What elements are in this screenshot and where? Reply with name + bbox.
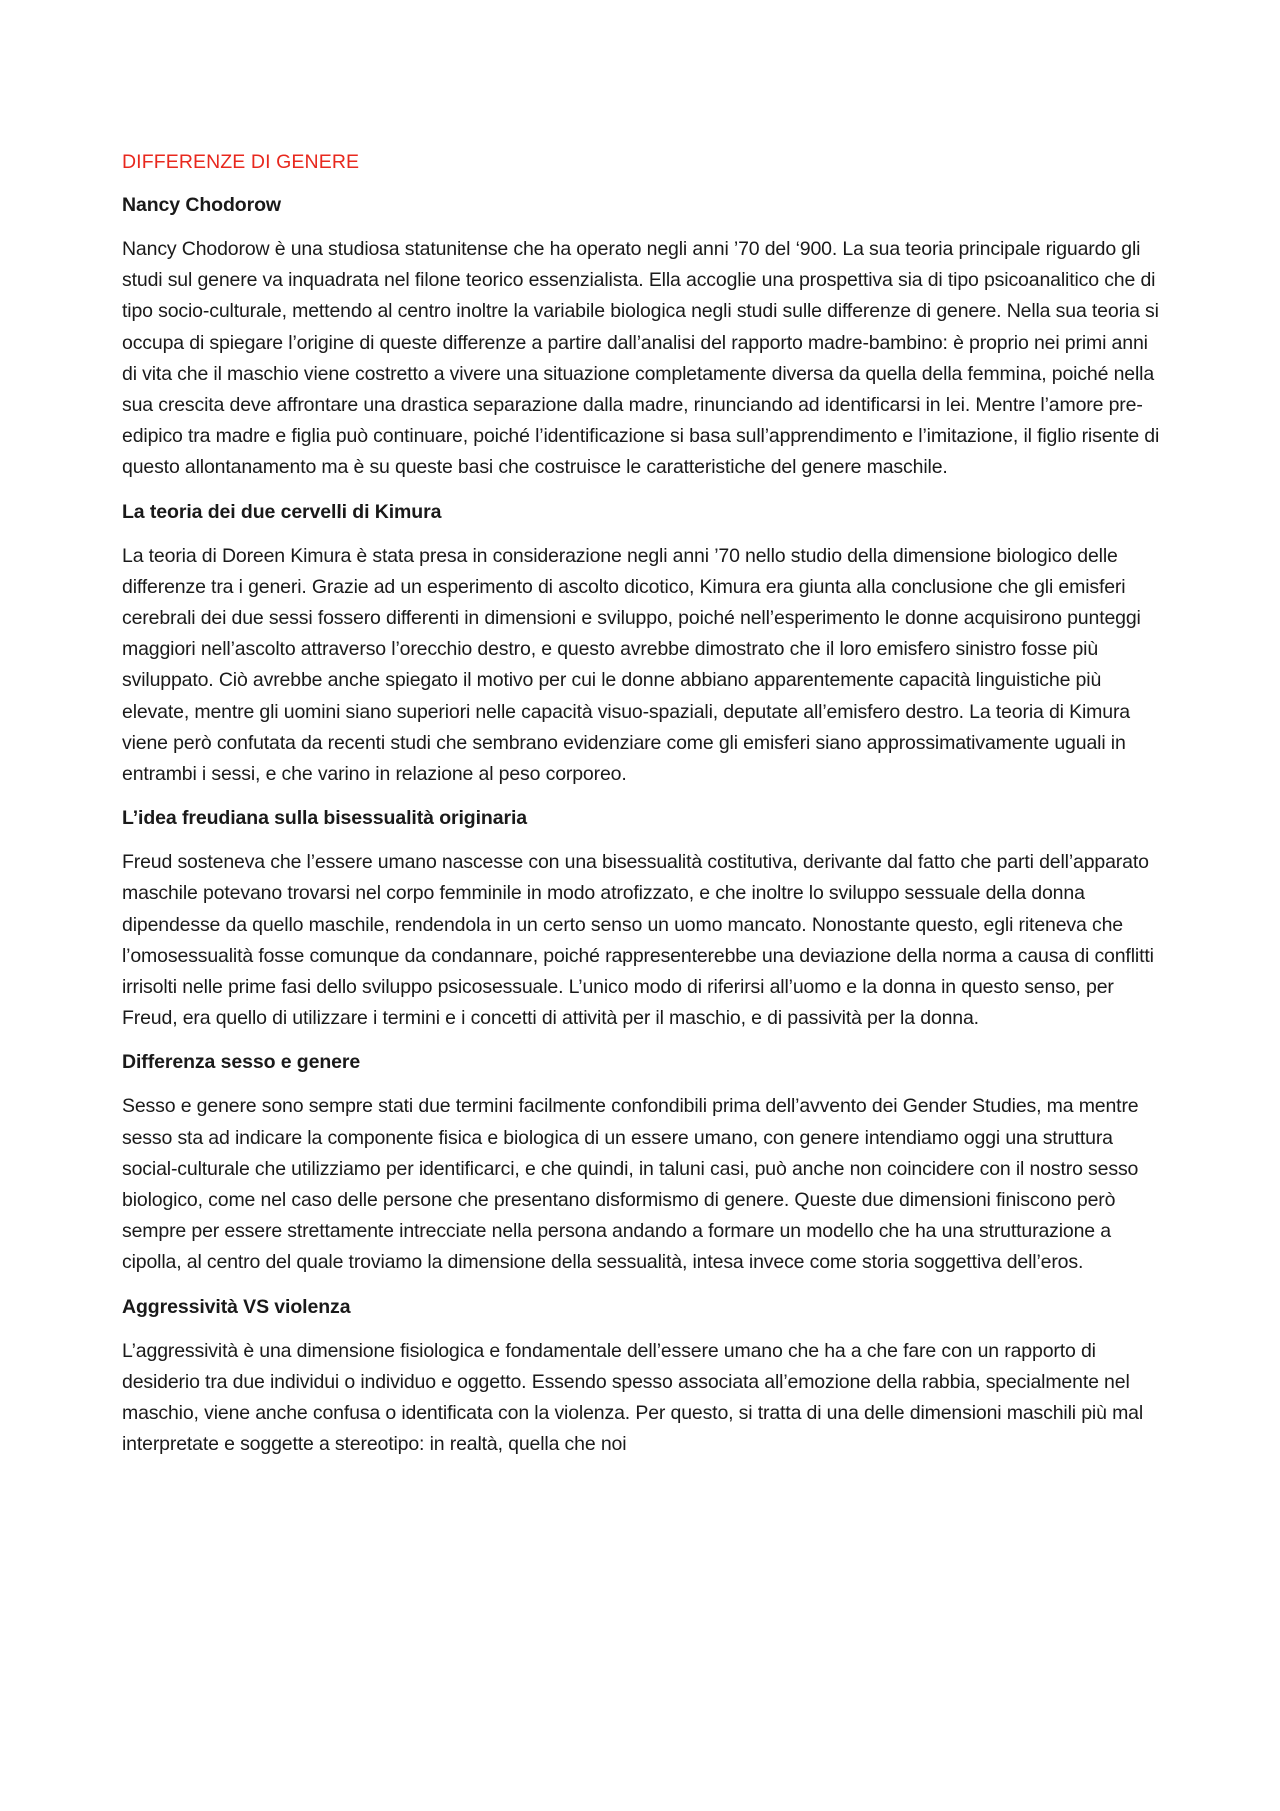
section-kimura-theory — [122, 500, 1167, 791]
section-paragraph: La teoria di Doreen Kimura è stata presa in considerazione negli anni ’70 nello studio della dimensione biologico delle differenze tra i generi. Grazie ad un esperimento di ascolto dicotico, Kimura era giunta alla conclusione che gli emisferi cerebrali dei due sessi fossero differenti in dimensioni e sviluppo, poiché nell’esperimento le donne acquisirono punteggi maggiori nell’ascolto attraverso l’orecchio destro, e questo avrebbe dimostrato che il loro emisfero sinistro fosse più sviluppato. Ciò avrebbe anche spiegato il motivo per cui le donne abbiano apparentemente capacità linguistiche più elevate, mentre gli uomini siano superiori nelle capacità visuo-spaziali, deputate all’emisfero destro. La teoria di Kimura viene però confutata da recenti studi che sembrano evidenziare come gli emisferi siano approssimativamente uguali in entrambi i sessi, e che varino in relazione al peso corporeo. — [122, 544, 1141, 786]
section-heading: L’idea freudiana sulla bisessualità originaria — [122, 807, 528, 830]
section-nancy-chodorow — [122, 193, 1167, 484]
document-title: DIFFERENZE DI GENERE — [122, 151, 360, 173]
section-heading: La teoria dei due cervelli di Kimura — [122, 500, 442, 523]
section-heading: Nancy Chodorow — [122, 194, 281, 216]
section-paragraph: L’aggressività è una dimensione fisiologica e fondamentale dell’essere umano che ha a che fare con un rapporto di desiderio tra due individui o individuo e oggetto. Essendo spesso associata all’emozione della rabbia, specialmente nel maschio, viene anche confusa o identificata con la violenza. Per questo, si tratta di una delle dimensioni maschili più mal interpretate e soggette a stereotipo: in realtà, quella che noi — [122, 1339, 1144, 1456]
section-freud-bisexuality — [122, 806, 1167, 1034]
section-paragraph: Sesso e genere sono sempre stati due termini facilmente confondibili prima dell’avvento dei Gender Studies, ma mentre sesso sta ad indicare la componente fisica e biologica di un essere umano, con genere intendiamo oggi una struttura social-culturale che utilizziamo per identificarci, e che quindi, in taluni casi, può anche non coincidere con il nostro sesso biologico, come nel caso delle persone che presentano disformismo di genere. Queste due dimensioni finiscono però sempre per essere strettamente intrecciate nella persona andando a formare un modello che ha una strutturazione a cipolla, al centro del quale troviamo la dimensione della sessualità, intesa invece come storia soggettiva dell’eros. — [122, 1095, 1139, 1274]
section-heading: Aggressività VS violenza — [122, 1295, 351, 1318]
section-paragraph: Freud sosteneva che l’essere umano nascesse con una bisessualità costitutiva, derivante dal fatto che parti dell’apparato maschile potevano trovarsi nel corpo femminile in modo atrofizzato, e che inoltre lo sviluppo sessuale della donna dipendesse da quello maschile, rendendola in un certo senso un uomo mancato. Nonostante questo, egli riteneva che l’omosessualità fosse comunque da condannare, poiché rappresenterebbe una deviazione della norma a causa di conflitti irrisolti nelle prime fasi dello sviluppo psicosessuale. L’unico modo di riferirsi all’uomo e la donna in questo senso, per Freud, era quello di utilizzare i termini e i concetti di attività per il maschio, e di passività per la donna. — [122, 851, 1154, 1030]
document-page — [122, 150, 1167, 1461]
section-aggression-violence — [122, 1295, 1167, 1461]
section-sex-gender — [122, 1050, 1167, 1278]
section-heading: Differenza sesso e genere — [122, 1051, 361, 1074]
section-paragraph: Nancy Chodorow è una studiosa statunitense che ha operato negli anni ’70 del ‘900. La sua teoria principale riguardo gli studi sul genere va inquadrata nel filone teorico essenzialista. Ella accoglie una prospettiva sia di tipo psicoanalitico che di tipo socio-culturale, mettendo al centro inoltre la variabile biologica negli studi sulle differenze di genere. Nella sua teoria si occupa di spiegare l’origine di queste differenze a partire dall’analisi del rapporto madre-bambino: è proprio nei primi anni di vita che il maschio viene costretto a vivere una situazione completamente diversa da quella della femmina, poiché nella sua crescita deve affrontare una drastica separazione dalla madre, rinunciando ad identificarsi in lei. Mentre l’amore pre-edipico tra madre e figlia può continuare, poiché l’identificazione si basa sull’apprendimento e l’imitazione, il figlio risente di questo allontanamento ma è su queste basi che costruisce le caratteristiche del genere maschile. — [122, 238, 1160, 479]
